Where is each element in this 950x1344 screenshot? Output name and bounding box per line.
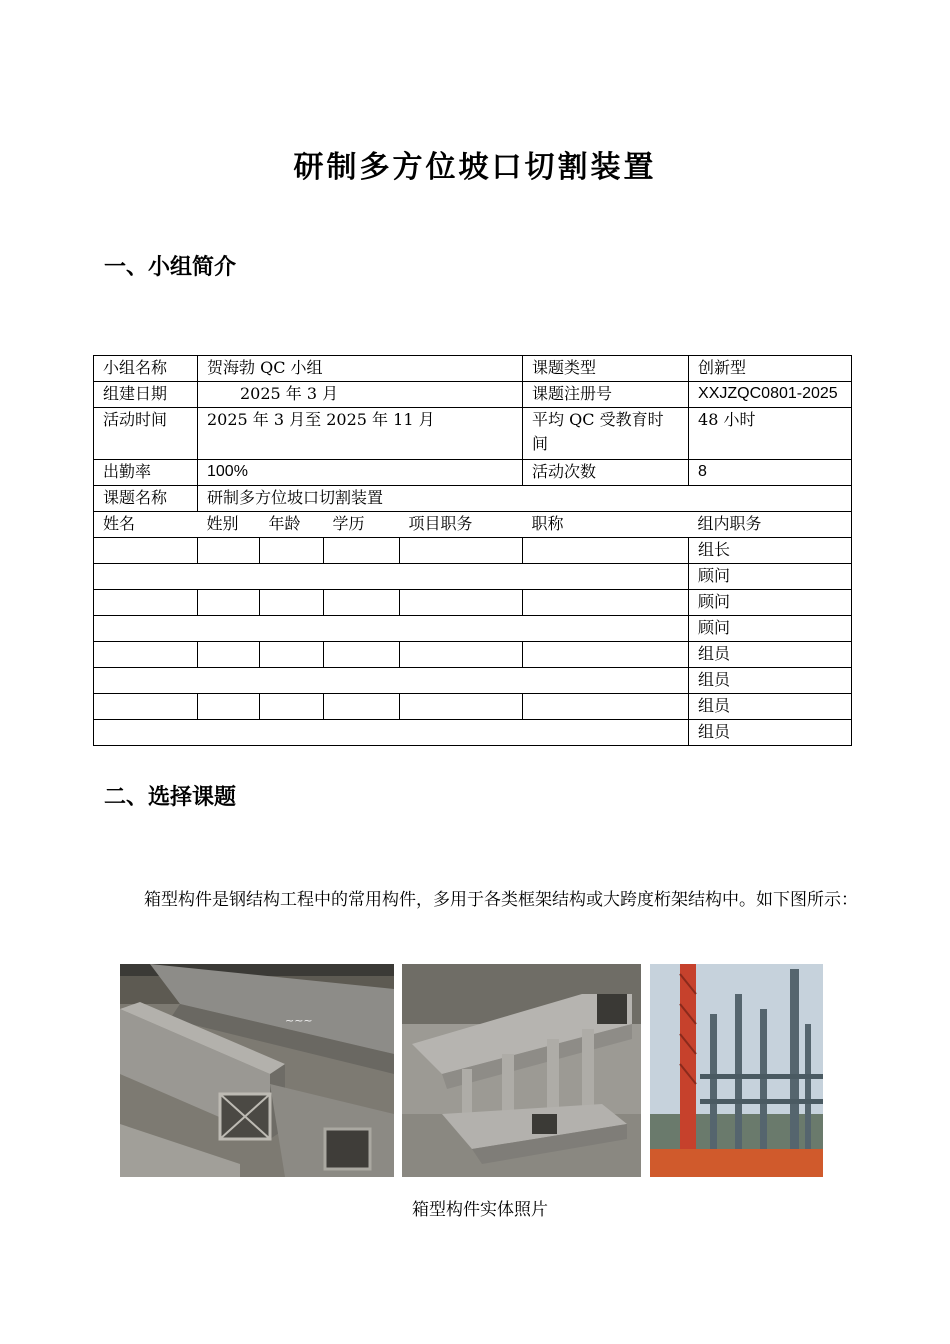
table-cell: 活动次数 [523,460,689,486]
header-cell: 年龄 [260,512,324,538]
header-cell: 职称 [523,512,689,538]
team-info-table [93,355,852,746]
table-row [94,538,852,564]
table-row [94,564,852,590]
table-cell: 贺海勃 QC 小组 [198,356,523,382]
table-cell: 平均 QC 受教育时间 [523,408,689,460]
role-cell: 组长 [689,538,852,564]
header-cell: 项目职务 [400,512,523,538]
table-cell: 2025 年 3 月 [198,382,523,408]
truss-frame-photo [402,964,641,1177]
table-cell: 课题注册号 [523,382,689,408]
table-cell: 100% [198,460,523,486]
box-beam-photo-1 [120,964,394,1177]
table-row [94,720,852,746]
table-cell: 小组名称 [94,356,198,382]
header-cell: 姓别 [198,512,260,538]
table-row [94,356,852,382]
table-cell: 组建日期 [94,382,198,408]
table-cell: 活动时间 [94,408,198,460]
table-row [94,460,852,486]
table-cell: 创新型 [689,356,852,382]
header-cell: 姓名 [94,512,198,538]
header-cell: 学历 [324,512,400,538]
table-cell: 研制多方位坡口切割装置 [198,486,852,512]
table-cell: 出勤率 [94,460,198,486]
role-cell: 组员 [689,720,852,746]
table-cell: 8 [689,460,852,486]
role-cell: 顾问 [689,616,852,642]
role-cell: 顾问 [689,590,852,616]
table-cell: 课题名称 [94,486,198,512]
table-row [94,382,852,408]
table-row [94,616,852,642]
section-heading-topic: 二、选择课题 [104,785,237,810]
figure-caption: 箱型构件实体照片 [412,1200,548,1220]
table-row [94,668,852,694]
table-row [94,590,852,616]
role-cell: 组员 [689,668,852,694]
table-cell: 课题类型 [523,356,689,382]
steel-columns-photo [650,964,823,1177]
table-cell: XXJZQC0801-2025 [689,382,852,408]
table-row [94,642,852,668]
table-header-row [94,512,852,538]
table-row [94,486,852,512]
role-cell: 顾问 [689,564,852,590]
role-cell: 组员 [689,642,852,668]
role-cell: 组员 [689,694,852,720]
document-title: 研制多方位坡口切割装置 [293,150,657,185]
table-row [94,694,852,720]
header-cell: 组内职务 [689,512,852,538]
section-heading-intro: 一、小组简介 [104,255,237,280]
table-cell: 2025 年 3 月至 2025 年 11 月 [198,408,523,460]
body-paragraph: 箱型构件是钢结构工程中的常用构件，多用于各类框架结构或大跨度桁架结构中。如下图所示： [144,890,858,910]
svg-text:~~~: ~~~ [285,1014,313,1027]
table-cell: 48 小时 [689,408,852,460]
table-row [94,408,852,460]
